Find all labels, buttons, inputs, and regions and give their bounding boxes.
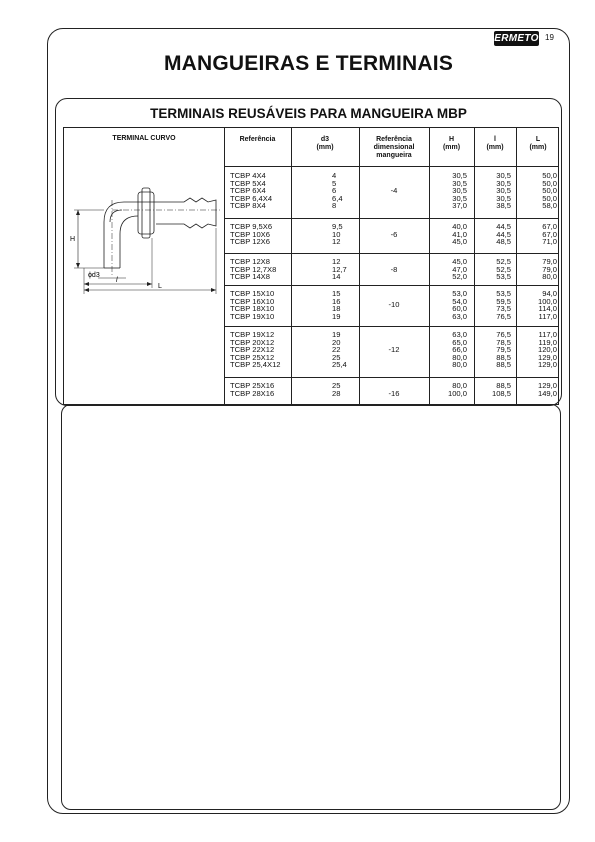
header-divider bbox=[224, 166, 558, 167]
d3-cell: 25 bbox=[332, 352, 341, 362]
h-cell: 54,0 bbox=[452, 296, 467, 306]
L-cell: 50,0 bbox=[542, 171, 557, 180]
d3-cell: 6 bbox=[332, 186, 337, 195]
L-cell: 149,0 bbox=[537, 388, 557, 398]
ref-cell: TCBP 8X4 bbox=[230, 201, 266, 210]
h-cell: 45,0 bbox=[452, 237, 467, 246]
group-divider bbox=[224, 218, 558, 219]
l-cell: 44,5 bbox=[496, 229, 511, 239]
d3-cell: 16 bbox=[332, 296, 341, 306]
label-L: L bbox=[158, 283, 162, 290]
group-divider bbox=[224, 253, 558, 254]
col-header-refdim: Referência dimensional mangueira bbox=[373, 136, 415, 159]
d3-cell: 18 bbox=[332, 304, 341, 313]
ref-cell: TCBP 15X10 bbox=[230, 289, 275, 298]
L-cell: 80,0 bbox=[542, 272, 557, 281]
l-cell: 88,5 bbox=[496, 360, 511, 369]
ref-cell: TCBP 6,4X4 bbox=[230, 193, 273, 203]
d3-cell: 10 bbox=[332, 229, 341, 239]
d3-cell: 14 bbox=[332, 272, 341, 281]
L-cell: 100,0 bbox=[537, 296, 557, 306]
product-table bbox=[63, 127, 559, 405]
d3-cell: 15 bbox=[332, 289, 341, 298]
h-cell: 63,0 bbox=[452, 311, 467, 321]
label-l: l bbox=[116, 277, 118, 284]
h-cell: 53,0 bbox=[452, 289, 467, 298]
l-cell: 44,5 bbox=[496, 222, 511, 231]
terminal-curvo-header: TERMINAL CURVO bbox=[112, 135, 176, 142]
label-H: H bbox=[70, 236, 76, 243]
l-cell: 108,5 bbox=[491, 388, 511, 398]
L-cell: 50,0 bbox=[542, 186, 557, 195]
l-cell: 88,5 bbox=[496, 352, 511, 362]
section-title: TERMINAIS REUSÁVEIS PARA MANGUEIRA MBP bbox=[150, 106, 467, 121]
h-cell: 52,0 bbox=[452, 272, 467, 281]
ref-cell: TCBP 14X8 bbox=[230, 272, 270, 281]
brand-logo: ERMETO bbox=[494, 33, 539, 44]
d3-cell: 4 bbox=[332, 171, 337, 180]
h-cell: 41,0 bbox=[452, 229, 467, 239]
refdim-cell: -4 bbox=[390, 186, 398, 195]
L-cell: 114,0 bbox=[538, 304, 557, 313]
ref-cell: TCBP 16X10 bbox=[230, 296, 275, 306]
col-header-d3: d3 (mm) bbox=[316, 136, 334, 151]
d3-cell: 22 bbox=[332, 345, 341, 354]
empty-content-box bbox=[61, 404, 561, 810]
L-cell: 117,0 bbox=[538, 330, 557, 339]
h-cell: 37,0 bbox=[452, 201, 467, 210]
L-cell: 117,0 bbox=[538, 311, 557, 321]
d3-cell: 19 bbox=[332, 311, 341, 321]
l-cell: 30,5 bbox=[496, 193, 511, 203]
group-divider bbox=[224, 326, 558, 327]
l-cell: 52,5 bbox=[496, 257, 511, 266]
h-cell: 100,0 bbox=[447, 388, 467, 398]
h-cell: 30,5 bbox=[452, 193, 467, 203]
refdim-cell: -8 bbox=[390, 264, 398, 274]
d3-cell: 28 bbox=[332, 388, 341, 398]
l-cell: 88,5 bbox=[496, 381, 511, 390]
l-cell: 79,5 bbox=[496, 345, 511, 354]
page-number: 19 bbox=[545, 33, 554, 42]
ref-cell: TCBP 10X6 bbox=[230, 229, 270, 239]
d3-cell: 19 bbox=[332, 330, 341, 339]
ref-cell: TCBP 22X12 bbox=[230, 345, 275, 354]
l-cell: 78,5 bbox=[496, 337, 511, 347]
L-cell: 50,0 bbox=[542, 193, 557, 203]
ref-cell: TCBP 25X12 bbox=[230, 352, 275, 362]
L-cell: 50,0 bbox=[542, 178, 557, 188]
L-cell: 67,0 bbox=[542, 222, 557, 231]
refdim-cell: -16 bbox=[388, 388, 400, 398]
ref-cell: TCBP 5X4 bbox=[230, 178, 266, 188]
ref-cell: TCBP 6X4 bbox=[230, 186, 266, 195]
L-cell: 129,0 bbox=[537, 360, 557, 369]
d3-cell: 6,4 bbox=[332, 193, 343, 203]
ref-cell: TCBP 12X6 bbox=[230, 237, 270, 246]
label-d3: ϕd3 bbox=[88, 272, 100, 279]
col-header-H: H (mm) bbox=[442, 136, 461, 151]
l-cell: 76,5 bbox=[496, 311, 511, 321]
l-cell: 53,5 bbox=[496, 272, 511, 281]
l-cell: 30,5 bbox=[496, 178, 511, 188]
column-divider bbox=[224, 128, 225, 404]
h-cell: 80,0 bbox=[452, 381, 467, 390]
l-cell: 76,5 bbox=[496, 330, 511, 339]
ref-cell: TCBP 28X16 bbox=[230, 388, 275, 398]
d3-cell: 9,5 bbox=[332, 222, 343, 231]
h-cell: 30,5 bbox=[452, 186, 467, 195]
ref-cell: TCBP 19X12 bbox=[230, 330, 275, 339]
l-cell: 30,5 bbox=[496, 171, 511, 180]
refdim-cell: -12 bbox=[388, 345, 400, 354]
L-cell: 79,0 bbox=[542, 264, 557, 274]
group-divider bbox=[224, 285, 558, 286]
L-cell: 129,0 bbox=[537, 381, 557, 390]
d3-cell: 20 bbox=[332, 337, 341, 347]
refdim-cell: -10 bbox=[388, 300, 400, 310]
ref-cell: TCBP 19X10 bbox=[230, 311, 275, 321]
l-cell: 30,5 bbox=[496, 186, 511, 195]
L-cell: 71,0 bbox=[542, 237, 557, 246]
L-cell: 79,0 bbox=[542, 257, 557, 266]
l-cell: 59,5 bbox=[496, 296, 511, 306]
d3-cell: 5 bbox=[332, 178, 337, 188]
ref-cell: TCBP 9,5X6 bbox=[230, 222, 273, 231]
h-cell: 66,0 bbox=[452, 345, 467, 354]
d3-cell: 8 bbox=[332, 201, 337, 210]
l-cell: 52,5 bbox=[496, 264, 511, 274]
h-cell: 40,0 bbox=[452, 222, 467, 231]
refdim-cell: -6 bbox=[390, 229, 398, 239]
l-cell: 38,5 bbox=[496, 201, 511, 210]
d3-cell: 12 bbox=[332, 237, 341, 246]
h-cell: 60,0 bbox=[452, 304, 467, 313]
h-cell: 30,5 bbox=[452, 171, 467, 180]
h-cell: 63,0 bbox=[452, 330, 467, 339]
h-cell: 65,0 bbox=[452, 337, 467, 347]
L-cell: 119,0 bbox=[538, 337, 557, 347]
col-header-ref: Referência bbox=[239, 136, 276, 143]
L-cell: 129,0 bbox=[537, 352, 557, 362]
page-title: MANGUEIRAS E TERMINAIS bbox=[163, 52, 454, 75]
col-header-l: l (mm) bbox=[486, 136, 504, 151]
d3-cell: 12,7 bbox=[332, 264, 347, 274]
curved-terminal-drawing bbox=[64, 140, 224, 300]
h-cell: 80,0 bbox=[452, 360, 467, 369]
ref-cell: TCBP 18X10 bbox=[230, 304, 275, 313]
d3-cell: 25 bbox=[332, 381, 341, 390]
ref-cell: TCBP 12X8 bbox=[230, 257, 270, 266]
h-cell: 47,0 bbox=[452, 264, 467, 274]
l-cell: 48,5 bbox=[496, 237, 511, 246]
group-divider bbox=[224, 377, 558, 378]
ref-cell: TCBP 12,7X8 bbox=[230, 264, 277, 274]
L-cell: 58,0 bbox=[542, 201, 557, 210]
h-cell: 80,0 bbox=[452, 352, 467, 362]
l-cell: 53,5 bbox=[496, 289, 511, 298]
col-header-L: L (mm) bbox=[529, 136, 547, 151]
L-cell: 120,0 bbox=[537, 345, 557, 354]
ref-cell: TCBP 25X16 bbox=[230, 381, 275, 390]
L-cell: 94,0 bbox=[542, 289, 557, 298]
ref-cell: TCBP 25,4X12 bbox=[230, 360, 281, 369]
ref-cell: TCBP 20X12 bbox=[230, 337, 275, 347]
d3-cell: 12 bbox=[332, 257, 341, 266]
h-cell: 30,5 bbox=[452, 178, 467, 188]
h-cell: 45,0 bbox=[452, 257, 467, 266]
d3-cell: 25,4 bbox=[332, 360, 347, 369]
L-cell: 67,0 bbox=[542, 229, 557, 239]
ref-cell: TCBP 4X4 bbox=[230, 171, 266, 180]
l-cell: 73,5 bbox=[496, 304, 511, 313]
